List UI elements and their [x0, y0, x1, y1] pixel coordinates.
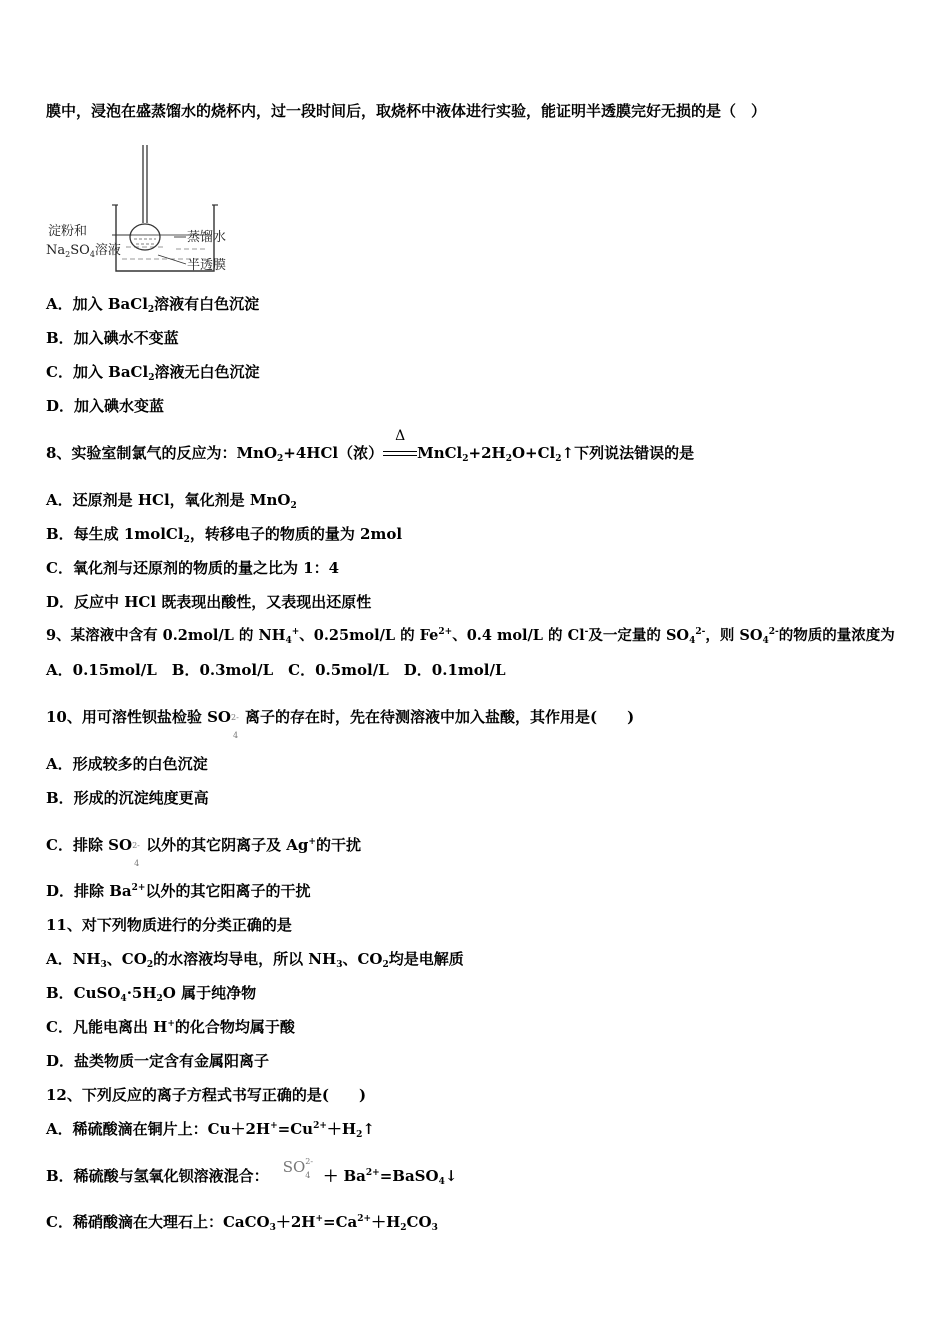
question-7-stem-tail: 膜中，浸泡在盛蒸馏水的烧杯内，过一段时间后，取烧杯中液体进行实验，能证明半透膜完好无损的是（ ） — [46, 102, 767, 120]
q8-option-c[interactable]: C．氧化剂与还原剂的物质的量之比为 1：4 — [46, 559, 340, 577]
question-11-stem: 11、对下列物质进行的分类正确的是 — [46, 916, 292, 934]
question-9-stem: 9、某溶液中含有 0.2mol/L 的 $NH_4^+$、0.25mol/L 的 $Fe^{2+}$、0.4 mol/L 的 Cl-及一定量的 $SO_4^{2-}$，则 $SO_4^{2-}$的物质的量浓度为 — [46, 627, 895, 646]
q10-option-d[interactable]: D．排除 $Ba^{2+}$以外的其它阳离子的干扰 — [46, 882, 311, 900]
q11-option-a[interactable]: A．$NH_3$、$CO_2$的水溶液均导电，所以 $NH_3$、$CO_2$均是电解质 — [46, 950, 464, 970]
label-distilled-water: 蒸馏水 — [187, 230, 227, 245]
q11-option-d[interactable]: D．盐类物质一定含有金属阳离子 — [46, 1052, 270, 1070]
q12-option-b[interactable]: B．稀硫酸与氢氧化钡溶液混合： SO 2- 4 ＋ $Ba^{2+}=BaSO_4↓$ — [46, 1157, 458, 1187]
question-12-stem: 12、下列反应的离子方程式书写正确的是( ) — [46, 1086, 367, 1104]
q8-option-b[interactable]: B．每生成 1molCl$_2$，转移电子的物质的量为 2mol — [46, 525, 403, 545]
q10-option-b[interactable]: B．形成的沉淀纯度更高 — [46, 789, 209, 807]
q10-option-a[interactable]: A．形成较多的白色沉淀 — [46, 755, 208, 773]
question-8-stem: 8、实验室制氯气的反应为：MnO$_2$+4HCl（浓） Δ $MnCl_2+2H_2O+Cl_2↑$下列说法错误的是 — [46, 428, 695, 464]
label-starch: 淀粉和 — [48, 224, 88, 239]
heat-reaction-sign: Δ — [383, 444, 417, 464]
q9-options[interactable]: A．0.15mol/L B．0.3mol/L C．0.5mol/L D．0.1mol/L — [46, 661, 506, 679]
q11-option-b[interactable]: B．$CuSO_4\cdot 5H_2O$ 属于纯净物 — [46, 984, 257, 1004]
q12-option-a[interactable]: A．稀硫酸滴在铜片上：$Cu+2H^+=Cu^{2+}+H_2↑$ — [46, 1120, 375, 1140]
question-10-stem: 10、用可溶性钡盐检验 SO 2- 4 离子的存在时，先在待测溶液中加入盐酸，其作用是( ) — [46, 708, 635, 740]
q10-option-c[interactable]: C．排除 SO 2- 4 以外的其它阴离子及 Ag+的干扰 — [46, 836, 361, 868]
q7-option-d[interactable]: D．加入碘水变蓝 — [46, 397, 165, 415]
q7-option-c[interactable]: C．加入 BaCl$_2$溶液无白色沉淀 — [46, 363, 260, 383]
semipermeable-membrane-bag — [130, 224, 160, 250]
label-na2so4: $Na_2SO_4$溶液 — [46, 243, 121, 259]
q7-option-a[interactable]: A．加入 BaCl$_2$溶液有白色沉淀 — [46, 295, 260, 315]
q8-option-d[interactable]: D．反应中 HCl 既表现出酸性，又表现出还原性 — [46, 593, 372, 611]
label-membrane: 半透膜 — [187, 258, 227, 273]
q8-option-a[interactable]: A．还原剂是 HCl，氧化剂是 MnO$_2$ — [46, 491, 297, 511]
q12-option-c[interactable]: C．稀硝酸滴在大理石上：$CaCO_3+2H^+=Ca^{2+}+H_2CO_3$ — [46, 1213, 438, 1233]
beaker-figure — [46, 143, 236, 278]
q11-option-c[interactable]: C．凡能电离出 H+的化合物均属于酸 — [46, 1018, 295, 1036]
q7-option-b[interactable]: B．加入碘水不变蓝 — [46, 329, 179, 347]
